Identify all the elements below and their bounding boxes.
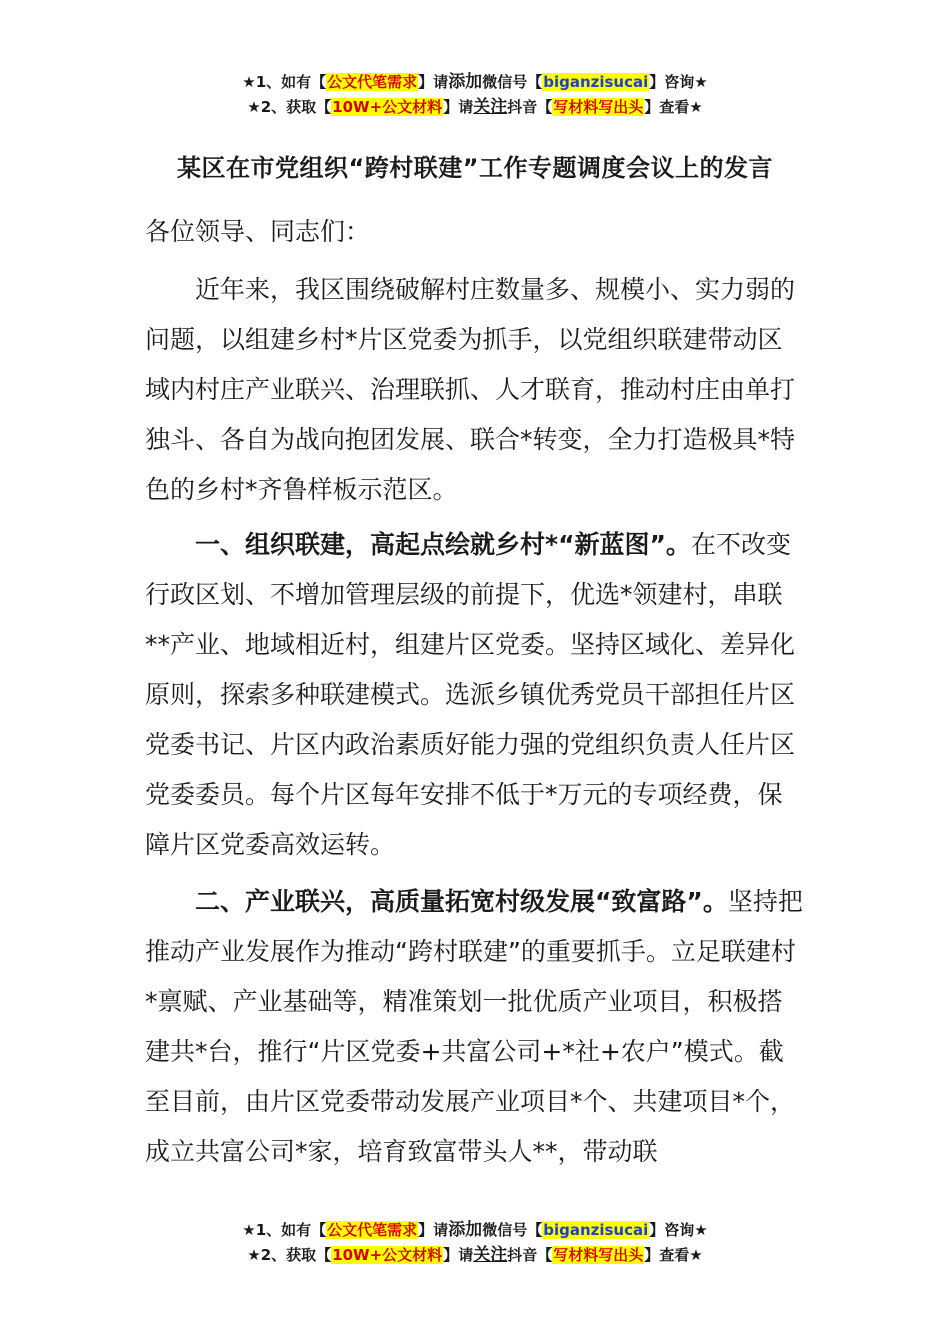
banner-emphasis: 添加 [448,72,483,92]
section-heading: 二、产业联兴，高质量拓宽村级发展“致富路”。 [195,887,728,916]
banner-text: 】咨询★ [649,1221,708,1239]
section-2 [145,877,805,1177]
banner-text: 微信号【 [482,73,543,91]
banner-text: ★1、如有【 [242,1221,327,1239]
banner-emphasis: 关注 [473,1245,508,1265]
banner-highlight: 公文代笔需求 [327,1221,418,1239]
banner-text: 】请 [418,1221,449,1239]
section-text: 在不改变行政区划、不增加管理层级的前提下，优选*领建村，串联**产业、地域相近村，组建片区党委。坚持区域化、差异化原则，探索多种联建模式。选派乡镇优秀党员干部担任片区党委书记、片区内政治素质好能力强的党组织负责人任片区党委委员。每个片区每年安排不低于*万元的专项经费，保障片区党委高效运转。 [145,530,796,859]
section-heading: 一、组织联建，高起点绘就乡村*“新蓝图”。 [195,530,691,559]
banner-text: 微信号【 [482,1221,543,1239]
header-banner [0,70,950,120]
banner-text: 】咨询★ [649,73,708,91]
banner-line-2 [0,95,950,120]
banner-text: 】请 [443,98,474,116]
banner-emphasis: 添加 [448,1220,483,1240]
footer-banner [0,1218,950,1268]
document-title: 某区在市党组织“跨村联建”工作专题调度会议上的发言 [176,154,774,182]
banner-wechat-id: biganzisucai [543,73,649,91]
banner-text: 】请 [418,73,449,91]
banner-text: ★2、获取【 [247,1246,332,1264]
banner-text: 】查看★ [644,98,703,116]
banner-douyin-id: 写材料写出头 [553,1246,644,1264]
banner-text: 】请 [443,1246,474,1264]
banner-highlight: 公文代笔需求 [327,73,418,91]
salutation: 各位领导、同志们： [145,217,371,246]
banner-emphasis: 关注 [473,97,508,117]
paragraph-intro [145,265,805,515]
section-1 [145,520,805,870]
section-text: 坚持把推动产业发展作为推动“跨村联建”的重要抓手。立足联建村*禀赋、产业基础等，精准策划一批优质产业项目，积极搭建共*台，推行“片区党委+共富公司+*社+农户”模式。截至目前，由片区党委带动发展产业项目*个、共建项目*个，成立共富公司*家，培育致富带头人**，带动联 [145,887,803,1166]
banner-highlight: 10W+公文材料 [332,1246,443,1264]
banner-text: 抖音【 [507,98,553,116]
banner-line-1 [0,1218,950,1243]
banner-line-1 [0,70,950,95]
banner-text: 】查看★ [644,1246,703,1264]
banner-line-2 [0,1243,950,1268]
banner-text: 抖音【 [507,1246,553,1264]
banner-douyin-id: 写材料写出头 [553,98,644,116]
banner-text: ★1、如有【 [242,73,327,91]
banner-highlight: 10W+公文材料 [332,98,443,116]
paragraph-text: 近年来，我区围绕破解村庄数量多、规模小、实力弱的问题，以组建乡村*片区党委为抓手，以党组织联建带动区域内村庄产业联兴、治理联抓、人才联育，推动村庄由单打独斗、各自为战向抱团发展、联合*转变，全力打造极具*特色的乡村*齐鲁样板示范区。 [145,275,796,504]
banner-wechat-id: biganzisucai [543,1221,649,1239]
banner-text: ★2、获取【 [247,98,332,116]
